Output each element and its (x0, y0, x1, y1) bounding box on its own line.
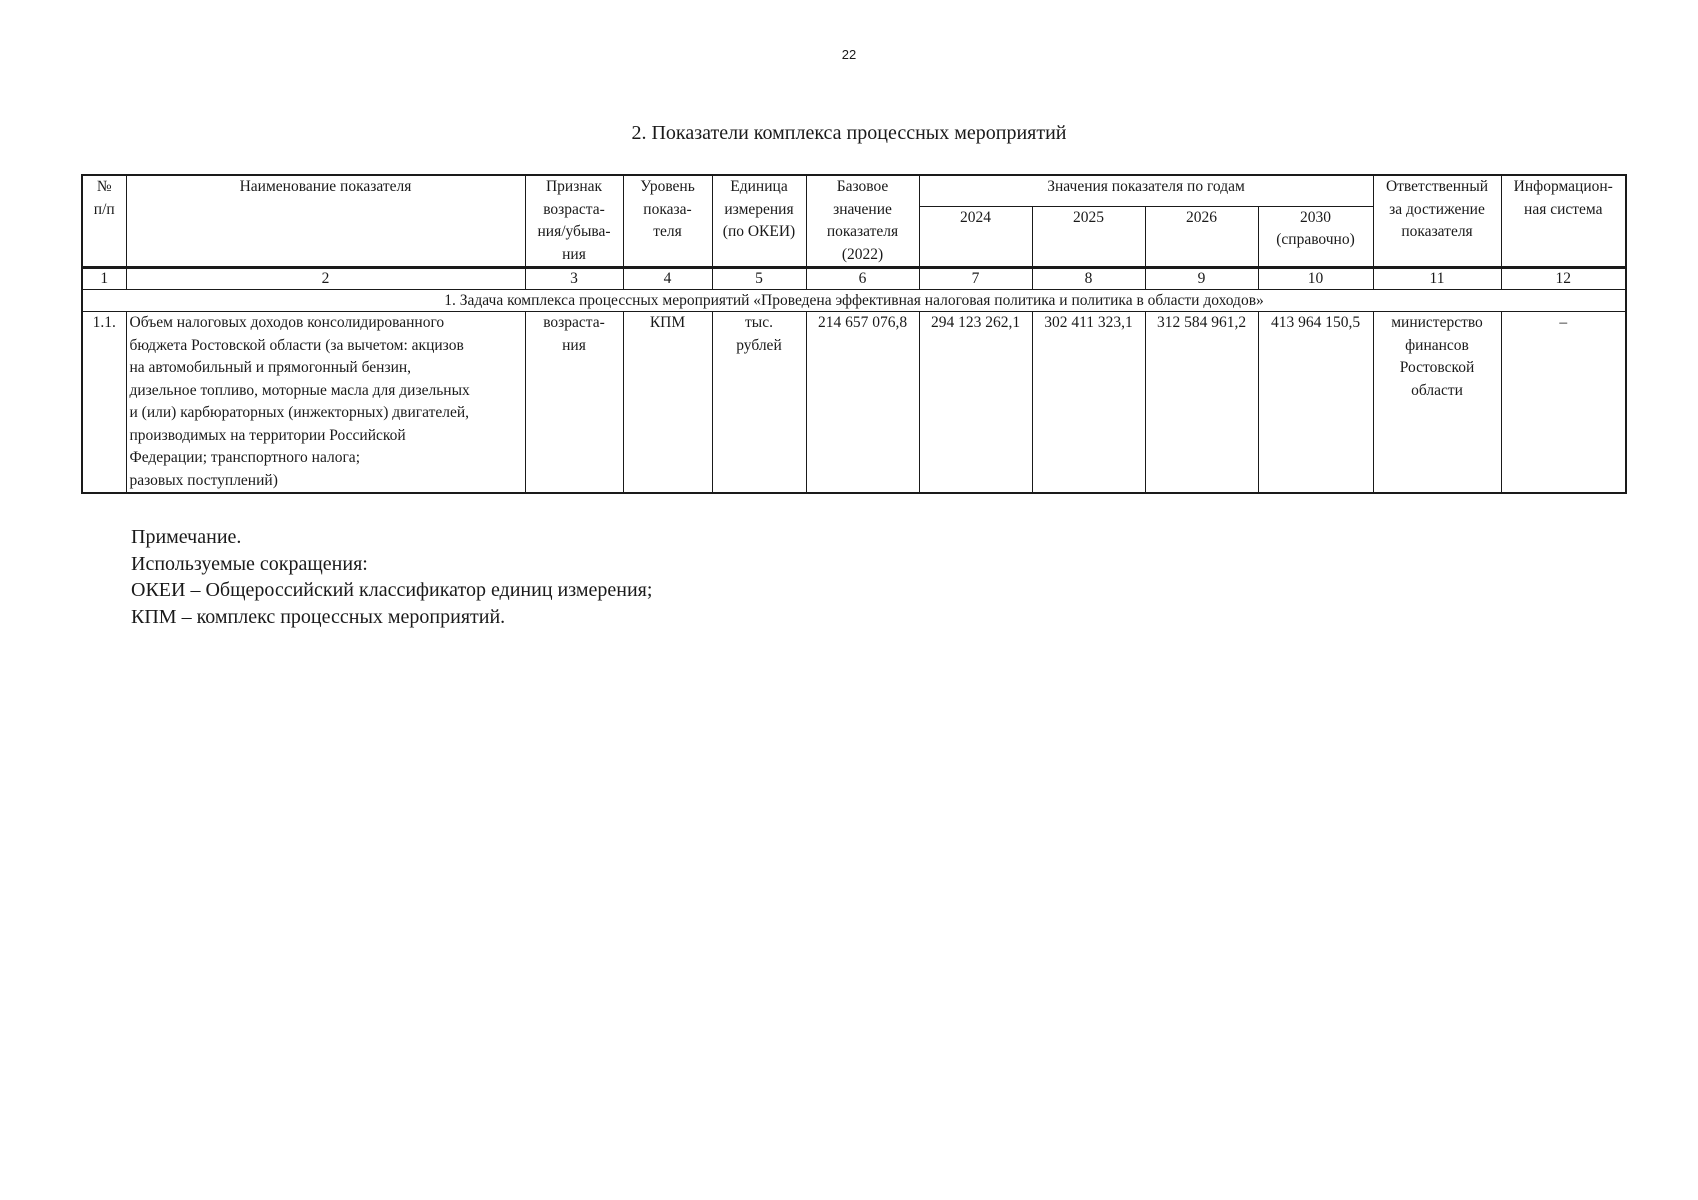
indicator-unit (712, 312, 806, 494)
header-year-2030 (1258, 206, 1373, 267)
notes-block (131, 524, 652, 630)
value-2024: 294 123 262,1 (919, 312, 1032, 494)
table-header-row (82, 175, 1626, 206)
indicator-name-line: и (или) карбюраторных (инжекторных) двигателей, (129, 404, 470, 421)
header-info-system (1501, 175, 1626, 268)
page-number: 22 (841, 47, 857, 62)
column-number: 2 (126, 268, 525, 290)
header-text-line: измерения (724, 200, 794, 218)
indicator-name-line: Объем налоговых доходов консолидированного (129, 314, 445, 331)
value-2025: 302 411 323,1 (1032, 312, 1145, 494)
column-number: 6 (806, 268, 919, 290)
header-trend (525, 175, 623, 268)
column-number: 10 (1258, 268, 1373, 290)
header-year-2026: 2026 (1145, 206, 1258, 267)
note-line: ОКЕИ – Общероссийский классификатор единиц измерения; (131, 579, 653, 601)
header-num (82, 175, 126, 268)
cell-text-line: тыс. (745, 314, 773, 331)
cell-text-line: финансов (1405, 336, 1469, 354)
indicator-name-line: на автомобильный и прямогонный бензин, (129, 359, 412, 376)
page-title: 2. Показатели комплекса процессных мероприятий (631, 122, 1067, 144)
cell-text-line: Ростовской (1399, 359, 1475, 376)
header-base (806, 175, 919, 268)
header-text-line: (справочно) (1276, 231, 1355, 249)
column-number: 4 (623, 268, 712, 290)
row-number: 1.1. (82, 312, 126, 494)
cell-text-line: возраста- (543, 314, 605, 331)
header-unit (712, 175, 806, 268)
header-responsible (1373, 175, 1501, 268)
header-text-line: Базовое (836, 178, 889, 195)
header-text-line: показателя (826, 223, 899, 240)
cell-text-line: ния (562, 336, 586, 354)
column-number: 1 (82, 268, 126, 290)
section-row (82, 290, 1626, 312)
header-text-line: показа- (643, 200, 692, 218)
header-text-line: показателя (1401, 223, 1473, 240)
header-years-group: Значения показателя по годам (919, 175, 1373, 206)
header-text-line: за достижение (1389, 200, 1485, 218)
header-text-line: ния (562, 245, 586, 263)
header-text-line: Наименование показателя (239, 178, 412, 195)
header-text-line: ния/убыва- (537, 223, 611, 240)
header-year-2024: 2024 (919, 206, 1032, 267)
header-text-line: теля (653, 223, 682, 240)
column-number: 9 (1145, 268, 1258, 290)
section-title: 1. Задача комплекса процессных мероприятий «Проведена эффективная налоговая политика и политика в области доходов» (82, 290, 1626, 312)
column-number-row (82, 268, 1626, 290)
indicator-name-line: производимых на территории Российской (129, 426, 406, 444)
indicator-name-line: бюджета Ростовской области (за вычетом: акцизов (129, 336, 464, 354)
cell-text-line: области (1411, 381, 1463, 399)
header-text-line: (по ОКЕИ) (722, 223, 796, 240)
header-level (623, 175, 712, 268)
header-name (126, 175, 525, 268)
note-line: КПМ – комплекс процессных мероприятий. (131, 605, 506, 628)
column-number: 11 (1373, 268, 1501, 290)
header-text-line: значение (833, 200, 892, 218)
table-row (82, 312, 1626, 494)
indicator-name-line: разовых поступлений) (129, 471, 278, 489)
header-text-line: Единица (730, 178, 788, 195)
header-text-line: № (96, 178, 112, 195)
cell-text-line: рублей (736, 336, 782, 354)
info-system: – (1501, 312, 1626, 494)
value-2030: 413 964 150,5 (1258, 312, 1373, 494)
header-text-line: п/п (93, 200, 115, 218)
value-2026: 312 584 961,2 (1145, 312, 1258, 494)
header-year-2025: 2025 (1032, 206, 1145, 267)
column-number: 7 (919, 268, 1032, 290)
indicator-name (126, 312, 525, 494)
indicators-table (81, 174, 1627, 494)
indicator-name-line: дизельное топливо, моторные масла для дизельных (129, 381, 470, 399)
base-value: 214 657 076,8 (806, 312, 919, 494)
header-text-line: Информацион- (1513, 178, 1613, 195)
column-number: 3 (525, 268, 623, 290)
header-text-line: Уровень (640, 178, 695, 195)
header-text-line: ная система (1524, 200, 1603, 218)
column-number: 12 (1501, 268, 1626, 290)
column-number: 8 (1032, 268, 1145, 290)
cell-text-line: министерство (1391, 314, 1483, 331)
header-text-line: 2030 (1300, 208, 1331, 226)
header-text-line: возраста- (543, 200, 605, 218)
indicator-trend (525, 312, 623, 494)
note-heading: Примечание. (131, 526, 242, 548)
header-text-line: (2022) (841, 245, 884, 263)
header-text-line: Признак (545, 178, 603, 195)
responsible-body (1373, 312, 1501, 494)
note-line: Используемые сокращения: (131, 552, 368, 575)
column-number: 5 (712, 268, 806, 290)
header-text-line: Ответственный (1385, 178, 1489, 195)
indicator-level: КПМ (623, 312, 712, 494)
indicator-name-line: Федерации; транспортного налога; (129, 449, 360, 466)
